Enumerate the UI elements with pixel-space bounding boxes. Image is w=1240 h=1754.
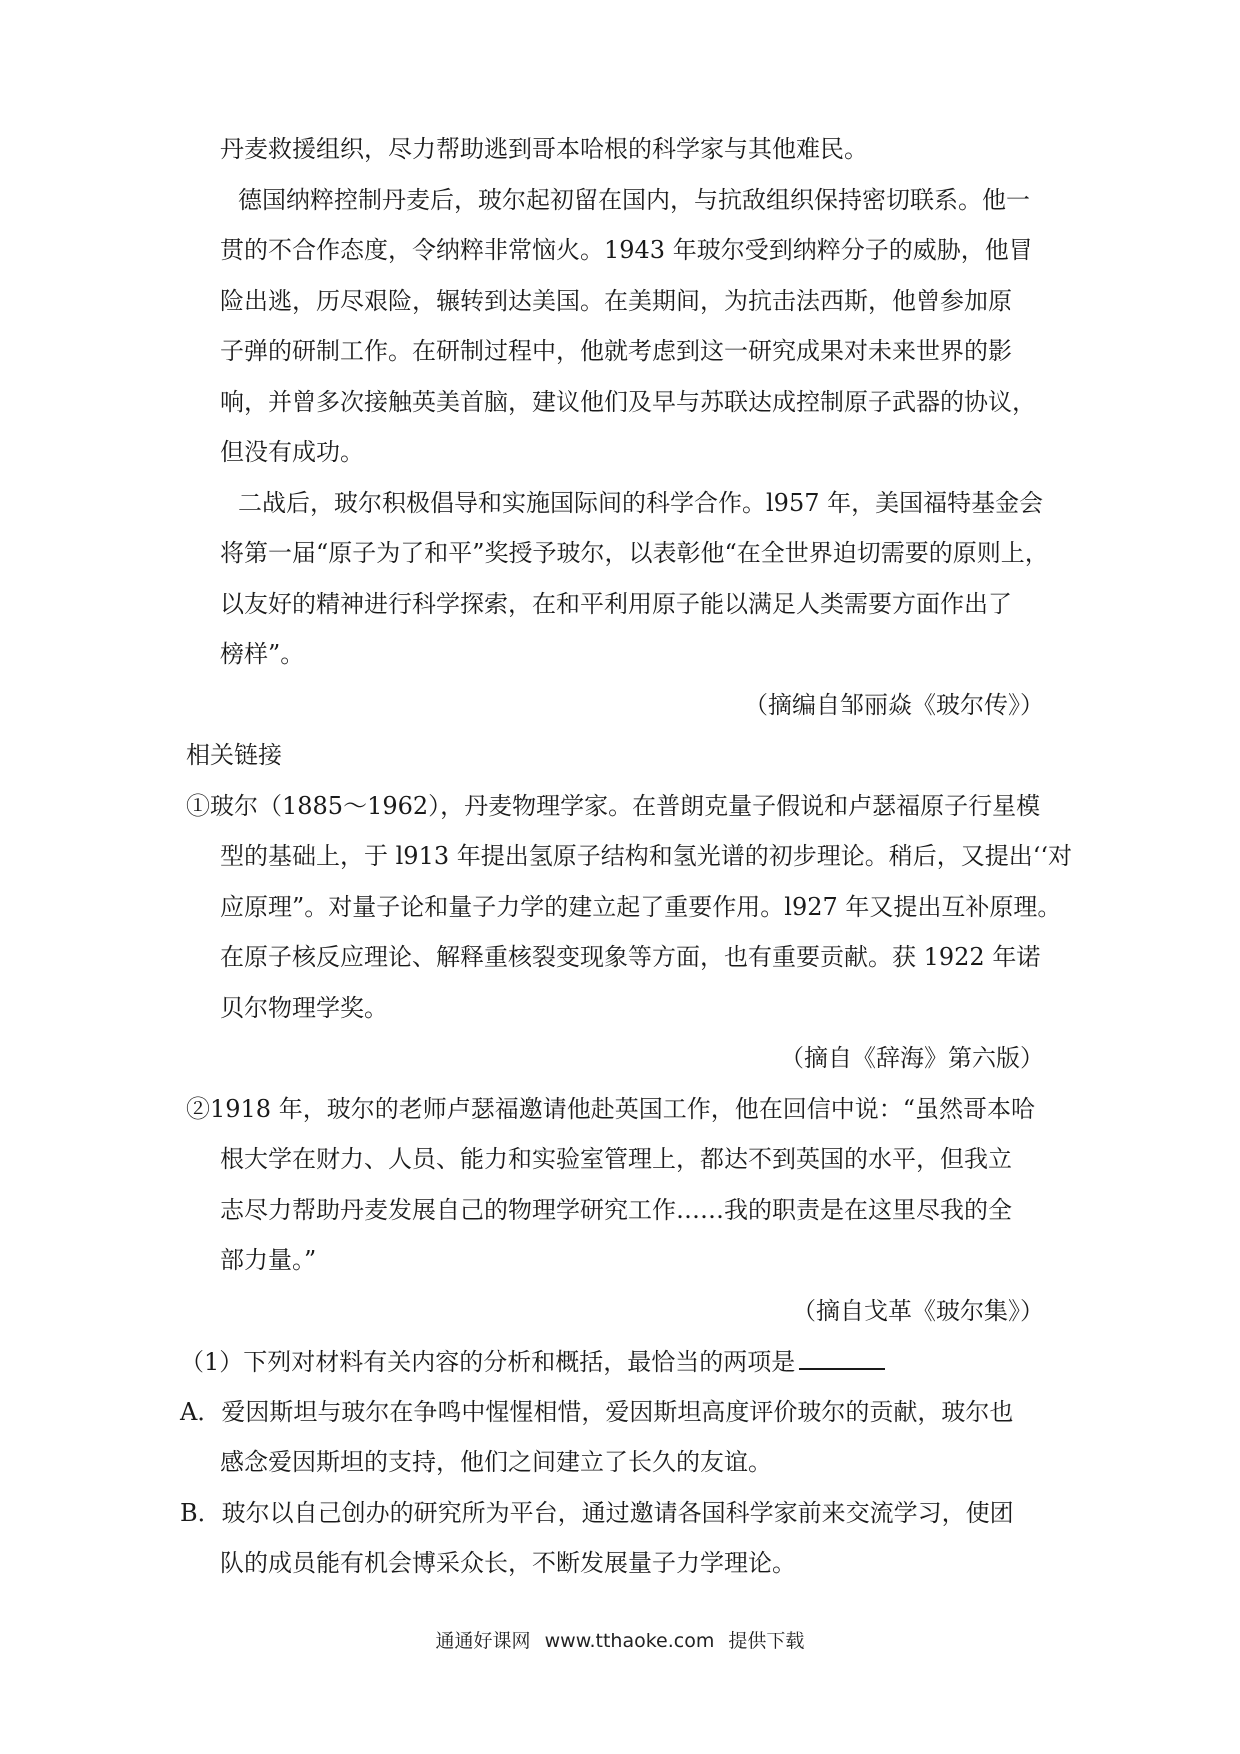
paragraph-line: 丹麦救援组织，尽力帮助逃到哥本哈根的科学家与其他难民。 [220, 135, 868, 163]
paragraph-line: 德国纳粹控制丹麦后，玻尔起初留在国内，与抗敌组织保持密切联系。他一 [238, 186, 1030, 214]
related-item-line: 型的基础上，于 l913 年提出氢原子结构和氢光谱的初步理论。稍后，又提出‘‘对 [220, 842, 1072, 870]
section-heading: 相关链接 [186, 741, 282, 769]
source-citation: （摘自戈革《玻尔集》） [792, 1297, 1044, 1325]
paragraph-line: 以友好的精神进行科学探索，在和平利用原子能以满足人类需要方面作出了 [220, 590, 1012, 618]
related-item-line: 应原理”。对量子论和量子力学的建立起了重要作用。l927 年又提出互补原理。 [220, 893, 1062, 921]
related-item-line: 在原子核反应理论、解释重核裂变现象等方面，也有重要贡献。获 1922 年诺 [220, 943, 1041, 971]
footer-suffix: 提供下载 [728, 1630, 805, 1652]
question-stem-text: （1）下列对材料有关内容的分析和概括，最恰当的两项是 [180, 1348, 796, 1376]
footer-url[interactable]: www.tthaoke.com [544, 1630, 715, 1652]
paragraph-line: 子弹的研制工作。在研制过程中，他就考虑到这一研究成果对未来世界的影 [220, 337, 1012, 365]
option-a-line: 感念爱因斯坦的支持，他们之间建立了长久的友谊。 [220, 1448, 772, 1476]
answer-blank [799, 1346, 885, 1370]
paragraph-line: 但没有成功。 [220, 438, 364, 466]
paragraph-line: 二战后，玻尔积极倡导和实施国际间的科学合作。l957 年，美国福特基金会 [238, 489, 1044, 517]
paragraph-line: 贯的不合作态度，令纳粹非常恼火。1943 年玻尔受到纳粹分子的威胁，他冒 [220, 236, 1033, 264]
related-item-line: 部力量。” [220, 1246, 317, 1274]
related-item-line: 根大学在财力、人员、能力和实验室管理上，都达不到英国的水平，但我立 [220, 1145, 1012, 1173]
paragraph-line: 将第一届“原子为了和平”奖授予玻尔，以表彰他“在全世界迫切需要的原则上， [220, 539, 1049, 567]
related-item-line: 贝尔物理学奖。 [220, 994, 388, 1022]
source-citation: （摘自《辞海》第六版） [780, 1044, 1044, 1072]
option-a-line: A．爱因斯坦与玻尔在争鸣中惺惺相惜，爱因斯坦高度评价玻尔的贡献，玻尔也 [180, 1398, 1014, 1426]
paragraph-line: 响，并曾多次接触英美首脑，建议他们及早与苏联达成控制原子武器的协议， [220, 388, 1036, 416]
footer-site-name: 通通好课网 [435, 1630, 531, 1652]
page-footer [0, 1628, 1240, 1654]
paragraph-line: 榜样”。 [220, 640, 305, 668]
option-b-line: 队的成员能有机会博采众长，不断发展量子力学理论。 [220, 1549, 796, 1577]
related-item-line: ②1918 年，玻尔的老师卢瑟福邀请他赴英国工作，他在回信中说：“虽然哥本哈 [186, 1095, 1035, 1123]
related-item-line: 志尽力帮助丹麦发展自己的物理学研究工作……我的职责是在这里尽我的全 [220, 1196, 1012, 1224]
related-item-line: ①玻尔（1885～1962），丹麦物理学家。在普朗克量子假说和卢瑟福原子行星模 [186, 792, 1041, 820]
question-stem [180, 1346, 885, 1377]
paragraph-line: 险出逃，历尽艰险，辗转到达美国。在美期间，为抗击法西斯，他曾参加原 [220, 287, 1012, 315]
option-b-line: B．玻尔以自己创办的研究所为平台，通过邀请各国科学家前来交流学习，使团 [180, 1499, 1014, 1527]
source-citation: （摘编自邹丽焱《玻尔传》） [744, 691, 1044, 719]
